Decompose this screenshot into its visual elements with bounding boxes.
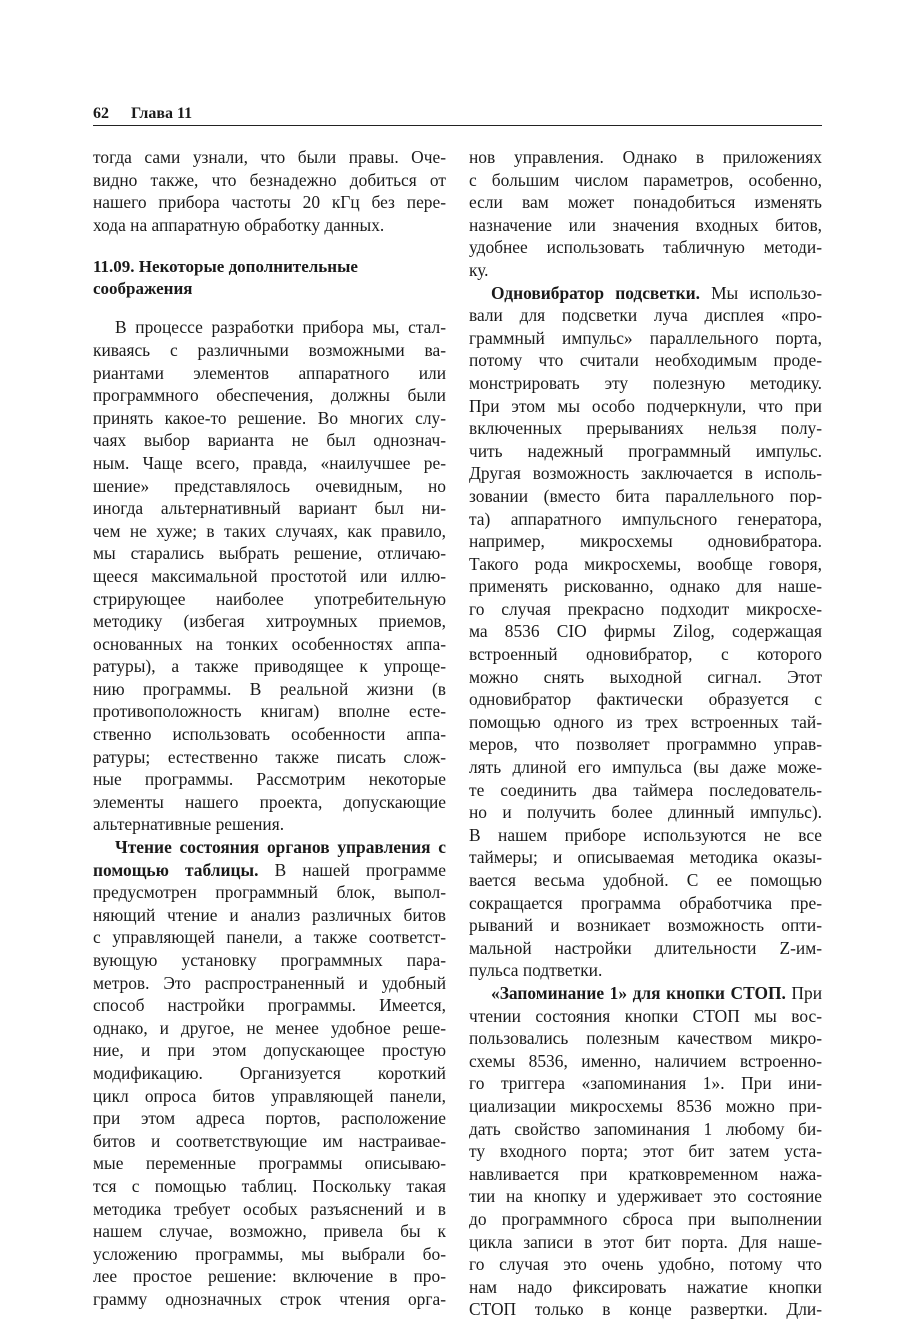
heading-line: соображения [93,279,193,299]
text-line: хода на аппаратную обработку данных. [93,214,385,235]
text-line: методику (избегая хитроумных приемов, [93,611,446,632]
text-line: зовании (вместо бита параллельного пор- [469,485,822,506]
text-line: вается весьма удобной. С ее помощью [469,870,822,890]
text-line: применять рискованно, однако для наше- [469,576,822,597]
text-line: модификацию. Организуется короткий [93,1062,446,1083]
text-line: если вам может понадобиться изменять [469,192,822,213]
text-line: СТОП только в конце развертки. Дли- [469,1299,822,1320]
text-line [469,282,822,305]
text-line: способ настройки программы. Имеется, [93,995,446,1016]
text-line: чаях выбор варианта не был однознач- [93,430,446,451]
text-line: киваясь с различными возможными ва- [93,339,446,360]
text-line: щееся максимальной простотой или иллю- [93,565,446,586]
right-column [469,146,822,1321]
text-line: При этом мы особо подчеркнули, что при [469,395,822,416]
text-line: лее простое решение: включение в про- [93,1266,446,1287]
text-line: назначение или значения входных битов, [469,214,822,235]
text-line: та) аппаратного импульсного генератора, [469,508,822,529]
text-line: мые переменные программы описываю- [93,1153,446,1174]
text-line: ратуры; естественно также писать слож- [93,746,446,767]
text-line: сокращается программа обработчика пре- [469,892,822,913]
run-in-heading: Чтение состояния органов управления с [115,837,446,858]
left-column [93,146,446,1311]
text-line: ту входного порта; этот бит затем уста- [469,1141,822,1162]
text-line: дать свойство запоминания 1 любому би- [469,1118,822,1139]
text-line: с большим числом параметров, особенно, [469,169,822,190]
text-line: при этом адреса портов, расположение [93,1108,446,1129]
text-line: таймеры; и описываемая методика оказы- [469,847,822,868]
text-line: го триггера «запоминания 1». При ини- [469,1073,822,1094]
text-line: ние, и при этом допускающее простую [93,1040,446,1061]
run-in-heading: помощью таблицы. [93,859,259,880]
text-line: няющий чтение и анализ различных битов [93,904,446,925]
text-line: однако, и другое, не менее удобное реше- [93,1017,446,1038]
text-line: ственно использовать особенности аппа- [93,724,446,745]
text-line: иногда альтернативный вариант был ни- [93,498,446,519]
text-line: противоположность книгам) вполне есте- [93,701,446,722]
section-heading [93,256,446,300]
text-line: нам надо фиксировать нажатие кнопки [469,1276,822,1297]
text-line: битов и соответствующие им настраивае- [93,1130,446,1151]
text-line: В нашем приборе используются не все [469,824,822,845]
text-line: ма 8536 CIO фирмы Zilog, содержащая [469,621,822,642]
text-line: пользовались полезным качеством микро- [469,1028,822,1049]
text-line: вующую установку программных пара- [93,950,446,970]
paragraph [469,282,822,982]
text-line: включенных прерываниях нельзя полу- [469,418,822,439]
text-line: мальной настройки длительности Z-им- [469,937,822,958]
text-line: чтении состояния кнопки СТОП мы вос- [469,1005,822,1026]
text-line: можно снять выходной сигнал. Этот [469,666,822,687]
text-line: Другая возможность заключается в исполь- [469,463,822,484]
running-header [93,104,822,126]
text-line: пульса подтветки. [469,960,603,981]
text-line [93,859,446,882]
run-in-heading: «Запоминание 1» для кнопки СТОП. [491,982,786,1003]
text-line: цикл опроса битов управляющей панели, [93,1085,446,1106]
text-line [469,982,822,1005]
paragraph [469,146,822,282]
text-line: помощью одного из трех встроенных тай- [469,711,822,732]
text-line: принять какое-то решение. Во многих слу- [93,407,446,428]
text-line: с управляющей панели, а также соответст- [93,927,446,948]
text-line: риантами элементов аппаратного или [93,362,446,383]
text-line: циализации микросхемы 8536 можно при- [469,1095,822,1116]
text-line: нашем случае, возможно, привела бы к [93,1221,446,1242]
text-line: меров, что позволяет программно управ- [469,734,822,755]
text-line: Такого рода микросхемы, вообще говоря, [469,553,822,574]
text-line: ратуры), а также приводящее к упроще- [93,656,446,677]
text-line: В процессе разработки прибора мы, стал- [115,317,446,338]
text-line: навливается при кратковременном нажа- [469,1163,822,1184]
text-line: нию программы. В реальной жизни (в [93,678,446,699]
text-run: В нашей программе [258,859,446,880]
paragraph [93,146,446,236]
text-line: чить надежный программный импульс. [469,440,822,461]
text-line: схемы 8536, именно, наличием встроенно- [469,1050,822,1071]
text-line: основанных на тонких особенностях аппа- [93,633,446,654]
chapter-title: Глава 11 [131,105,193,122]
text-line: до программного сброса при выполнении [469,1208,822,1229]
text-line: усложению программы, мы выбрали бо- [93,1243,446,1264]
text-line: элементы нашего проекта, допускающие [93,791,446,812]
paragraph [93,316,446,836]
text-line: метров. Это распространенный и удобный [93,972,446,993]
text-line: ные программы. Рассмотрим некоторые [93,769,446,790]
text-line: одновибратор фактически образуется с [469,689,822,710]
text-line: тся с помощью таблиц. Поскольку такая [93,1175,446,1196]
text-line: го случая прекрасно подходит микросхе- [469,598,822,619]
text-line: цикла записи в этот бит порта. Для наше- [469,1231,822,1252]
text-line: лять длиной его импульса (вы даже може- [469,757,822,778]
run-in-heading: Одновибратор подсветки. [491,282,700,303]
text-line: нашего прибора частоты 20 кГц без пере- [93,192,446,213]
text-line: граммный импульс» параллельного порта, [469,327,822,348]
text-line: стрирующее наиболее употребительную [93,588,446,609]
text-line: но и получить более длинный импульс). [469,802,822,823]
text-line: монстрировать эту полезную методику. [469,372,822,393]
text-run: При [785,982,822,1003]
text-line [93,836,446,859]
text-line: рываний и возникает возможность опти- [469,915,822,936]
text-line: например, микросхемы одновибратора. [469,531,822,552]
text-line: программного обеспечения, должны были [93,385,446,406]
text-line: методика требует особых разъяснений и в [93,1198,446,1219]
paragraph [93,836,446,1310]
text-line: видно также, что безнадежно добиться от [93,169,446,190]
text-line: альтернативные решения. [93,814,285,835]
paragraph [469,982,822,1321]
text-line: ку. [469,259,489,280]
text-line: грамму однозначных строк чтения орга- [93,1288,446,1309]
page-number: 62 [93,105,109,122]
text-line: тогда сами узнали, что были правы. Оче- [93,147,446,167]
text-run: Мы использо- [699,282,822,303]
text-line: встроенный одновибратор, с которого [469,644,822,665]
text-line: нов управления. Однако в приложениях [469,147,822,167]
text-line: потому что считали необходимым проде- [469,350,822,371]
text-line: ным. Чаще всего, правда, «наилучшее ре- [93,452,446,473]
text-line: чем не хуже; в таких случаях, как правило, [93,520,446,541]
text-line: удобнее использовать табличную методи- [469,237,822,258]
text-line: го случая это очень удобно, потому что [469,1254,822,1275]
text-line: мы старались выбрать решение, отличаю- [93,543,446,564]
text-line: тии на кнопку и удерживает это состояние [469,1186,822,1207]
text-line: шение» представлялось очевидным, но [93,475,446,496]
text-line: предусмотрен программный блок, выпол- [93,882,446,903]
text-line: вали для подсветки луча дисплея «про- [469,305,822,326]
text-line: те соединить два таймера последователь- [469,779,822,800]
heading-line: 11.09. Некоторые дополнительные [93,257,358,277]
